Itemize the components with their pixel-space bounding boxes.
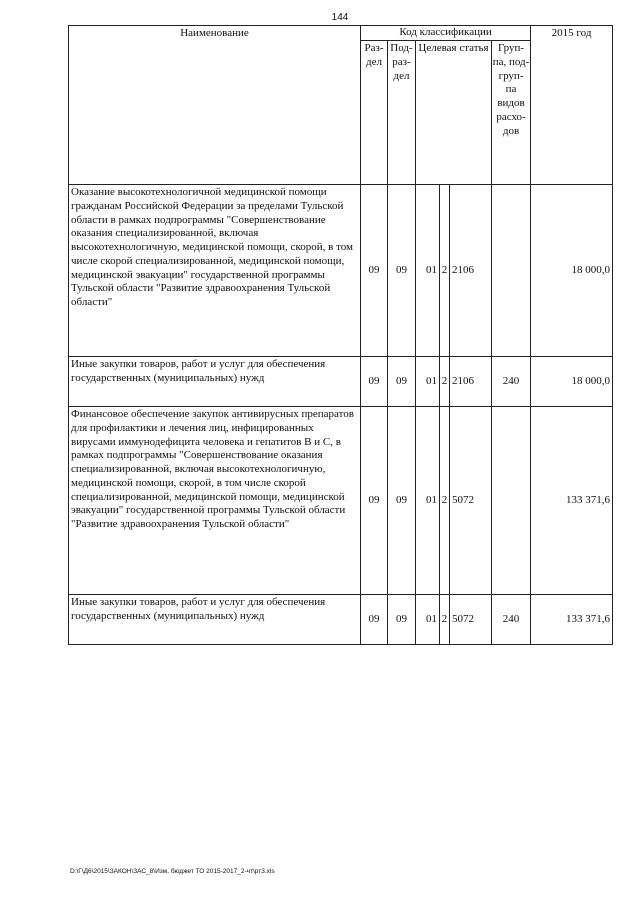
row-cs1: 01 xyxy=(416,185,440,357)
page-number: 144 xyxy=(331,12,349,23)
header-razdel: Раз- дел xyxy=(361,41,388,185)
table-row xyxy=(69,407,613,595)
row-name: Финансовое обеспечение закупок антивирусных препаратов для профилактики и лечения лиц, инфицированных вирусами иммунодефицита человека и гепатитов В и С, в рамках подпрограммы "Совершенствование оказания специализированной, включая высокотехнологичную, медицинской помощи, скорой, в том числе скорой специализированной, медицинской помощи, медицинской эвакуации" государственной программы Тульской области "Развитие здравоохранения Тульской области" xyxy=(69,407,361,595)
header-podrazdel: Под- раз- дел xyxy=(388,41,416,185)
row-name: Оказание высокотехнологичной медицинской помощи гражданам Российской Федерации за пределами Тульской области в рамках подпрограммы "Совершенствование оказания специализированной, включая высокотехнологичную, медицинской помощи, скорой, в том числе скорой специализированной, медицинской помощи, медицинской эвакуации" государственной программы Тульской области "Развитие здравоохранения Тульской области" xyxy=(69,185,361,357)
header-target-article: Целевая статья xyxy=(416,41,492,185)
row-razdel: 09 xyxy=(361,357,388,407)
row-razdel: 09 xyxy=(361,595,388,645)
row-amount: 18 000,0 xyxy=(531,357,613,407)
row-cs3: 5072 xyxy=(450,407,492,595)
row-amount: 18 000,0 xyxy=(531,185,613,357)
row-name: Иные закупки товаров, работ и услуг для обеспечения государственных (муниципальных) нужд xyxy=(69,357,361,407)
row-amount: 133 371,6 xyxy=(531,595,613,645)
row-cs1: 01 xyxy=(416,407,440,595)
row-group xyxy=(492,407,531,595)
row-podrazdel: 09 xyxy=(388,185,416,357)
row-podrazdel: 09 xyxy=(388,357,416,407)
header-group: Груп- па, под- груп- па видов расхо- дов xyxy=(492,41,531,185)
row-cs2: 2 xyxy=(440,357,450,407)
row-razdel: 09 xyxy=(361,407,388,595)
row-razdel: 09 xyxy=(361,185,388,357)
row-cs3: 5072 xyxy=(450,595,492,645)
header-year: 2015 год xyxy=(531,26,613,185)
row-cs3: 2106 xyxy=(450,185,492,357)
row-group: 240 xyxy=(492,595,531,645)
row-cs2: 2 xyxy=(440,185,450,357)
budget-table xyxy=(68,25,613,645)
row-group: 240 xyxy=(492,357,531,407)
file-path-footer: D:\Г\Д6\2015\ЗАКОН\ЗАС_8\Изм. бюджет ТО 2015-2017_2-чт\рт3.xls xyxy=(70,868,275,875)
row-amount: 133 371,6 xyxy=(531,407,613,595)
row-cs2: 2 xyxy=(440,595,450,645)
row-group xyxy=(492,185,531,357)
row-podrazdel: 09 xyxy=(388,407,416,595)
table-row xyxy=(69,357,613,407)
row-cs2: 2 xyxy=(440,407,450,595)
row-cs1: 01 xyxy=(416,595,440,645)
row-cs3: 2106 xyxy=(450,357,492,407)
table-row xyxy=(69,185,613,357)
table-row xyxy=(69,595,613,645)
header-name: Наименование xyxy=(69,26,361,185)
row-podrazdel: 09 xyxy=(388,595,416,645)
row-cs1: 01 xyxy=(416,357,440,407)
header-code: Код классификации xyxy=(361,26,531,41)
row-name: Иные закупки товаров, работ и услуг для обеспечения государственных (муниципальных) нужд xyxy=(69,595,361,645)
header-row-top xyxy=(69,26,613,41)
